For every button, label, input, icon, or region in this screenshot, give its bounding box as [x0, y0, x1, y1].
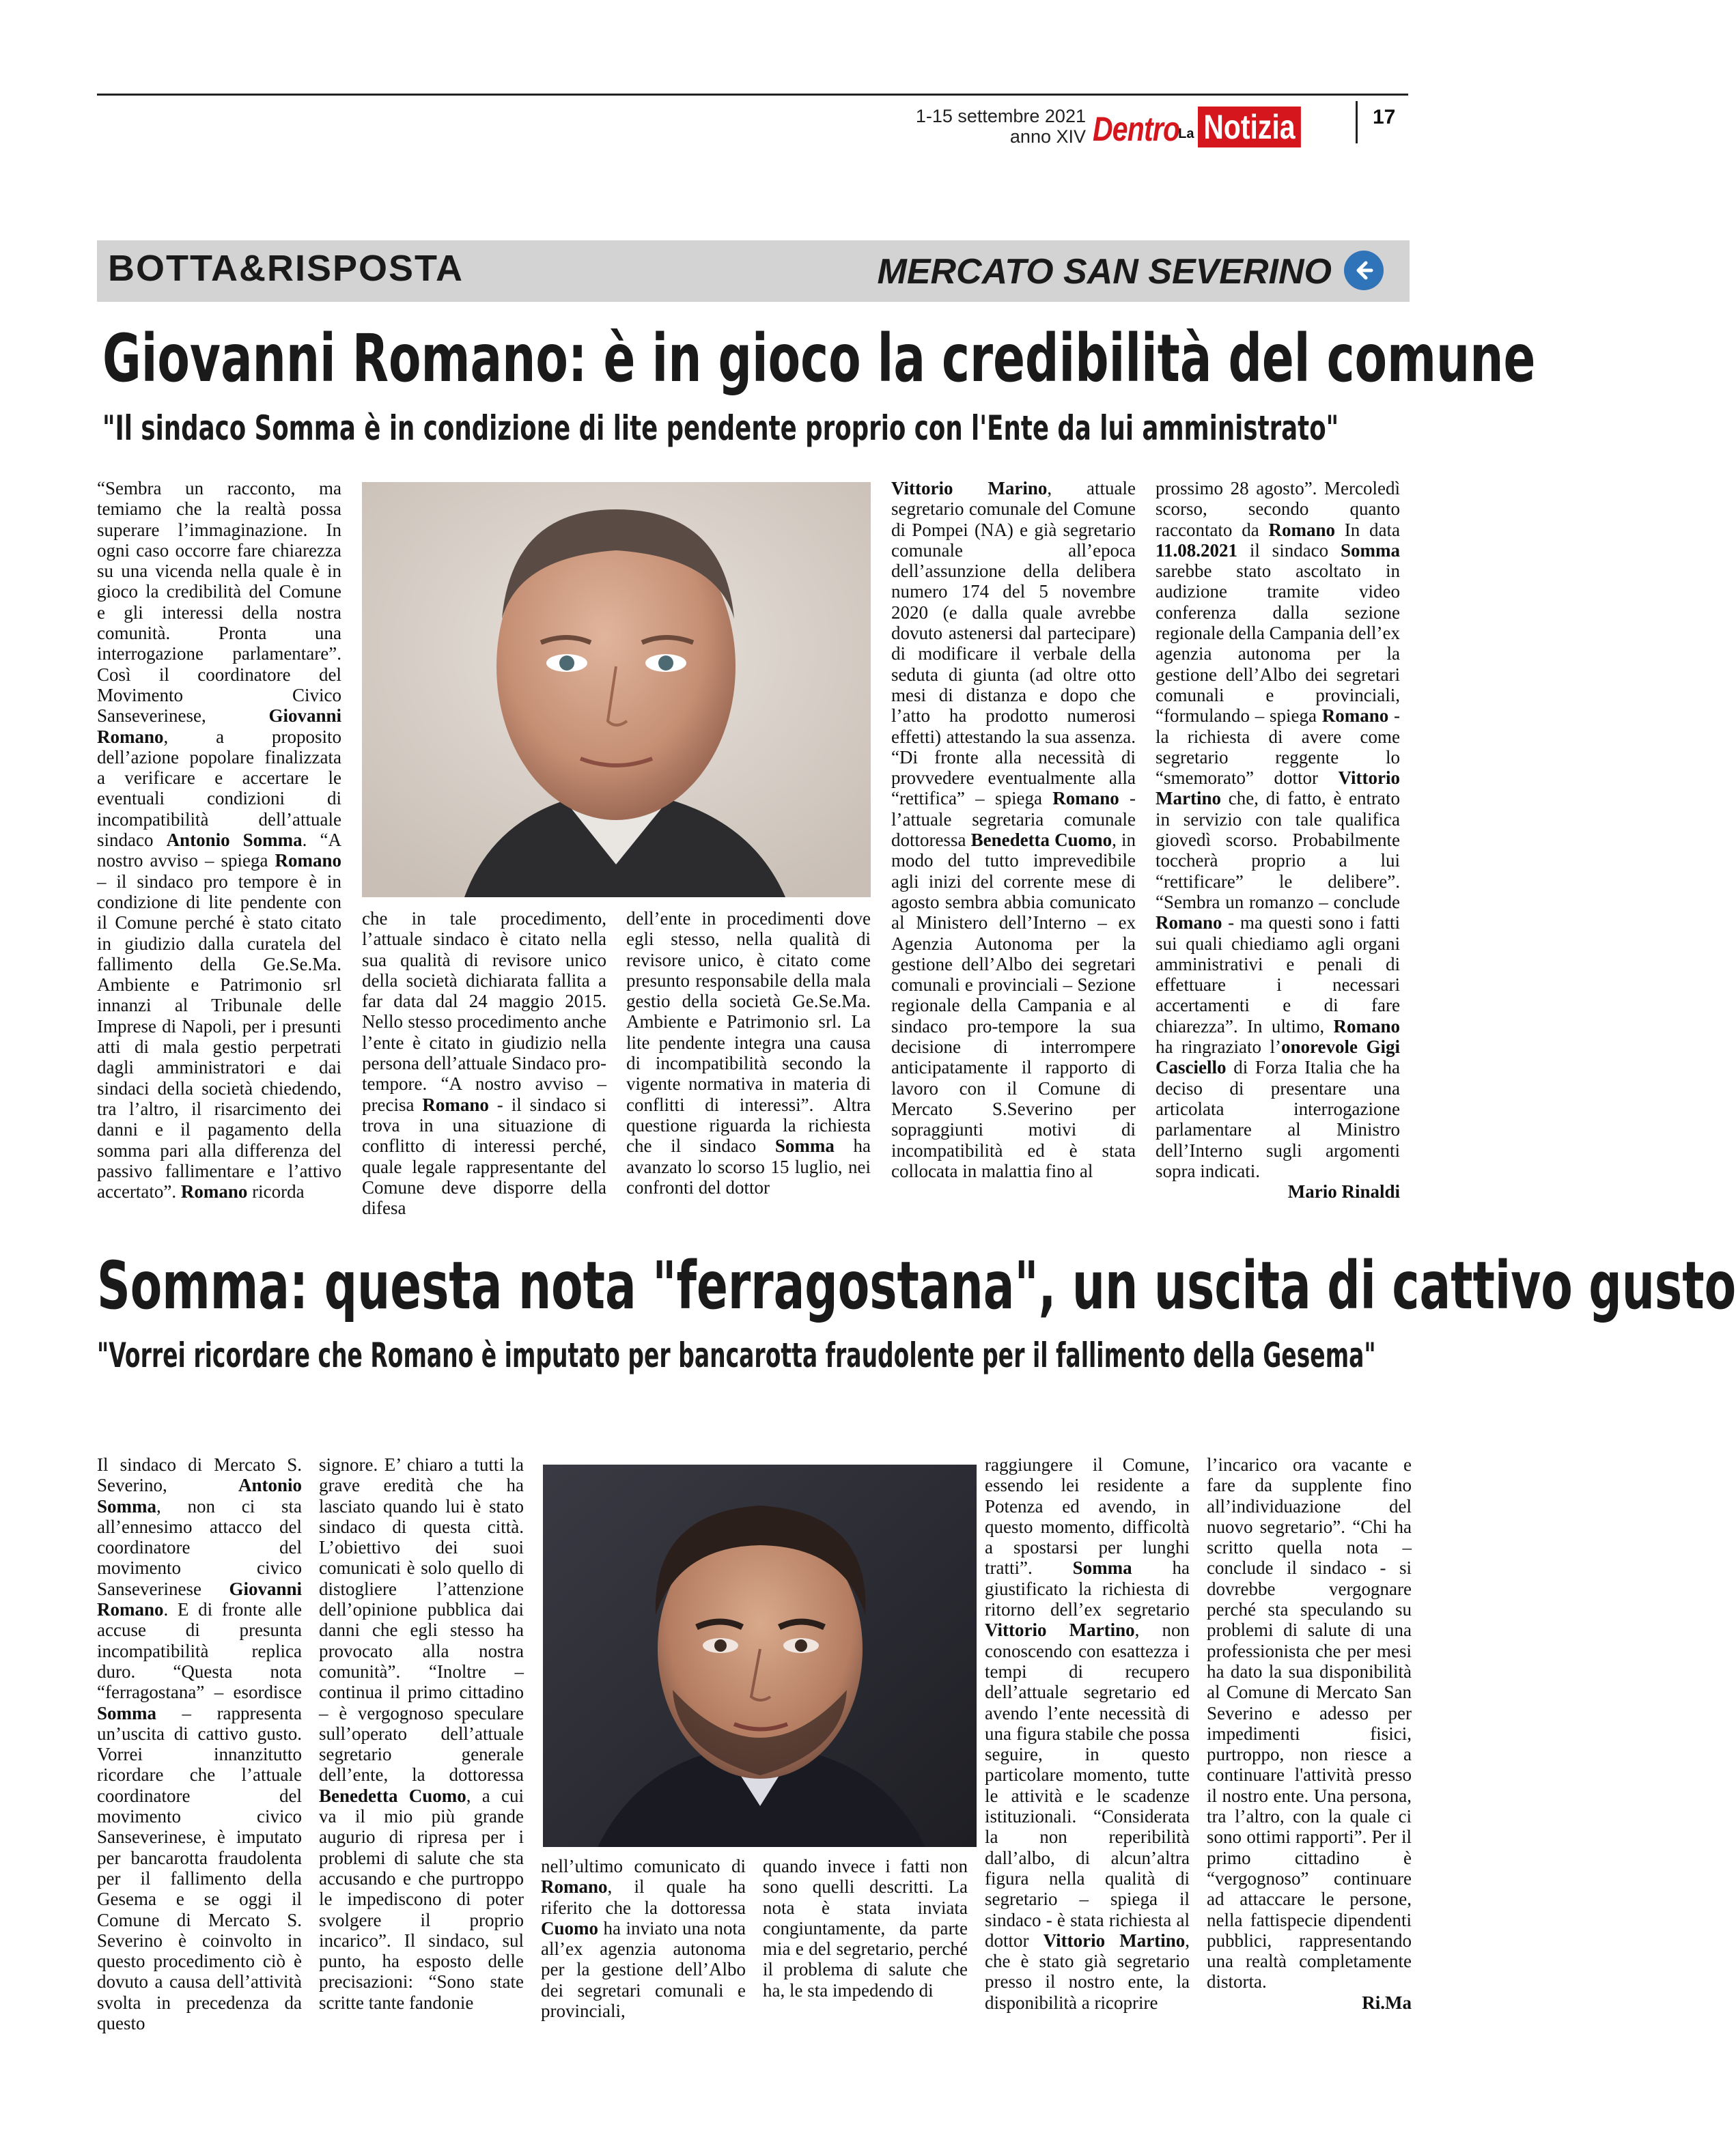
newspaper-logo [1093, 102, 1324, 147]
article2-column-1: Il sindaco di Mercato S. Severino, Antonio Somma, non ci sta all’ennesimo attacco del coordinatore del movimento civico Sanseverinese Giovanni Romano. E di fronte alle accuse di presunta incompatibilità replica duro. “Questa nota “ferragostana” – esordisce Somma – rappresenta un’uscita di cattivo gusto. Vorrei innanzitutto ricordare che l’attuale coordinatore del movimento civico Sanseverinese, è imputato per bancarotta fraudolenta per il fallimento della Gesema e se oggi il Comune di Mercato S. Severino è coinvolto in questo procedimento ciò è dovuto a causa dell’attività svolta in precedenza da questo [97, 1454, 302, 2034]
issue-date-text: 1-15 settembre 2021 [915, 106, 1086, 126]
section-location: MERCATO SAN SEVERINO [877, 252, 1332, 292]
article2-column-4: quando invece i fatti non sono quelli descritti. La nota è stata inviata congiuntamente, da parte mia e del segretario, perché il problema di salute che ha, le sta impedendo di [763, 1856, 968, 2001]
page-number: 17 [1373, 106, 1396, 128]
article1-column-3: dell’ente in procedimenti dove egli stesso, nella qualità di revisore unico, è citato come presunto responsabile della mala gestio della società Ge.Se.Ma. Ambiente e Patrimonio srl. La lite pendente integra una causa di incompatibilità secondo la vigente normativa in materia di conflitti di interessi”. Altra questione riguarda la richiesta che il sindaco Somma ha avanzato lo scorso 15 luglio, nei confronti del dottor [626, 908, 871, 1198]
top-rule [97, 94, 1408, 96]
article1-headline: Giovanni Romano: è in gioco la credibilità del comune [102, 320, 1536, 397]
section-title: BOTTA&RISPOSTA [108, 248, 464, 289]
article2-headline: Somma: questa nota "ferragostana", un uscita di cattivo gusto [97, 1247, 1736, 1324]
logo-la: La [1178, 126, 1194, 141]
logo-notizia: Notizia [1198, 107, 1301, 147]
arrow-left-icon [1344, 251, 1384, 290]
article2-signature: Ri.Ma [1362, 1992, 1412, 2013]
issue-date [881, 106, 1086, 147]
article2-column-2: signore. E’ chiaro a tutti la grave eredità che ha lasciato quando lui è stato sindaco di questa città. L’obiettivo dei suoi comunicati è solo quello di distogliere l’attenzione dell’opinione pubblica dai danni che egli stesso ha provocato alla nostra comunità”. “Inoltre – continua il primo cittadino – è vergognoso speculare sull’operato dell’attuale segretario generale dell’ente, la dottoressa Benedetta Cuomo, a cui va il mio più grande augurio di ripresa per i problemi di salute che sta accusando e che purtroppo le impediscono di poter svolgere il proprio incarico”. Il sindaco, sul punto, ha esposto delle precisazioni: “Sono state scritte tante fandonie [319, 1454, 524, 2013]
header-divider [1356, 101, 1358, 143]
article2-column-6: l’incarico ora vacante e fare da supplente fino all’individuazione del nuovo segretario”. “Chi ha scritto quella nota – conclude il sindaco - si dovrebbe vergognare perché sta speculando su problemi di salute di una professionista che per mesi ha dato la sua disponibilità al Comune di Mercato San Severino e adesso per impedimenti fisici, purtroppo, non riesce a continuare l'attività presso il nostro ente. Una persona, tra l’altro, con la quale ci sono ottimi rapporti”. Per il primo cittadino è “vergognoso” continuare ad attaccare le persone, nella fattispecie dipendenti pubblici, rappresentando una realtà completamente distorta. Ri.Ma [1207, 1454, 1412, 2013]
photo-antonio-somma [543, 1465, 977, 1847]
article1-subheadline: "Il sindaco Somma è in condizione di lite pendente proprio con l'Ente da lui amministrato" [102, 408, 1339, 448]
photo-giovanni-romano [362, 482, 871, 897]
article1-column-4: Vittorio Marino, attuale segretario comunale del Comune di Pompei (NA) e già segretario comunale all’epoca dell’assunzione della delibera numero 174 del 5 novembre 2020 (e dalla quale avrebbe dovuto astenersi dal partecipare) di modificare il verbale della seduta di giunta (ad oltre otto mesi di distanza e dopo che l’atto ha prodotto numerosi effetti) attestando la sua assenza. “Di fronte alla necessità di provvedere eventualmente alla “rettifica” – spiega Romano - l’attuale segretaria comunale dottoressa Benedetta Cuomo, in modo del tutto imprevedibile agli inizi del corrente mese di agosto sembra abbia comunicato al Ministero dell’Interno – ex Agenzia Autonoma per la gestione dell’Albo dei segretari comunali e provinciali – Sezione regionale della Campania e al sindaco pro-tempore la sua decisione di interrompere anticipatamente il rapporto di lavoro con il Comune di Mercato S.Severino per sopraggiunti motivi di incompatibilità ed è stata collocata in malattia fino al [891, 478, 1136, 1181]
issue-year-text: anno XIV [1009, 126, 1086, 147]
article2-column-3: nell’ultimo comunicato di Romano, il quale ha riferito che la dottoressa Cuomo ha inviato una nota all’ex agenzia autonoma per la gestione dell’Albo dei segretari comunali e provinciali, [541, 1856, 746, 2022]
article1-column-2: che in tale procedimento, l’attuale sindaco è citato nella sua qualità di revisore unico della società dichiarata fallita a far data dal 24 maggio 2015. Nello stesso procedimento anche l’ente è citato in giudizio nella persona dell’attuale Sindaco pro-tempore. “A nostro avviso – precisa Romano - il sindaco si trova in una situazione di conflitto di interessi perché, quale legale rappresentante del Comune deve disporre della difesa [362, 908, 607, 1219]
article2-subheadline: "Vorrei ricordare che Romano è imputato per bancarotta fraudolente per il fallimento della Gesema" [97, 1336, 1376, 1375]
article1-column-5: prossimo 28 agosto”. Mercoledì scorso, secondo quanto raccontato da Romano In data 11.08.2021 il sindaco Somma sarebbe stato ascoltato in audizione tramite video conferenza dalla sezione regionale della Campania dell’ex agenzia autonoma per la gestione dell’Albo dei segretari comunali e provinciali, “formulando – spiega Romano - la richiesta di avere come segretario reggente lo “smemorato” dottor Vittorio Martino che, di fatto, è entrato in servizio con tale qualifica giovedì scorso. Probabilmente toccherà proprio a lui “rettificare” le delibere”. “Sembra un romanzo – conclude Romano - ma questi sono i fatti sui quali chiediamo agli organi amministrativi e penali di effettuare i necessari accertamenti e di fare chiarezza”. In ultimo, Romano ha ringraziato l’onorevole Gigi Casciello di Forza Italia che ha deciso di presentare una articolata interrogazione parlamentare al Ministro dell’Interno sugli argomenti sopra indicati. Mario Rinaldi [1156, 478, 1400, 1202]
logo-dentro: Dentro [1093, 110, 1180, 148]
article2-column-5: raggiungere il Comune, essendo lei residente a Potenza ed avendo, in questo momento, difficoltà a spostarsi per lunghi tratti”. Somma ha giustificato la richiesta di ritorno dell’ex segretario Vittorio Martino, non conoscendo con esattezza i tempi di recupero dell’attuale segretario ed avendo l’ente necessità di una figura stabile che possa seguire, in questo particolare momento, tutte le attività e le scadenze istituzionali. “Considerata la non reperibilità dall’albo, di alcun’altra figura nella qualità di segretario – spiega il sindaco - è stata richiesta al dottor Vittorio Martino, che è stato già segretario presso il nostro ente, la disponibilità a ricoprire [985, 1454, 1190, 2013]
article1-signature: Mario Rinaldi [1287, 1181, 1400, 1202]
article1-column-1: “Sembra un racconto, ma temiamo che la realtà possa superare l’immaginazione. In ogni caso occorre fare chiarezza su una vicenda nella quale è in gioco la credibilità del Comune e gli interessi della nostra comunità. Pronta una interrogazione parlamentare”. Così il coordinatore del Movimento Civico Sanseverinese, Giovanni Romano, a proposito dell’azione popolare finalizzata a verificare e accertare le eventuali condizioni di incompatibilità dell’attuale sindaco Antonio Somma. “A nostro avviso – spiega Romano – il sindaco pro tempore è in condizione di lite pendente con il Comune perché è stato citato in giudizio dalla curatela del fallimento della Ge.Se.Ma. Ambiente e Patrimonio srl innanzi al Tribunale delle Imprese di Napoli, per i presunti atti di mala gestio perpetrati dagli amministratori e dai sindaci della società chiedendo, tra l’altro, il risarcimento dei danni e il pagamento della somma pari alla differenza del passivo fallimentare e l’attivo accertato”. Romano ricorda [97, 478, 341, 1202]
